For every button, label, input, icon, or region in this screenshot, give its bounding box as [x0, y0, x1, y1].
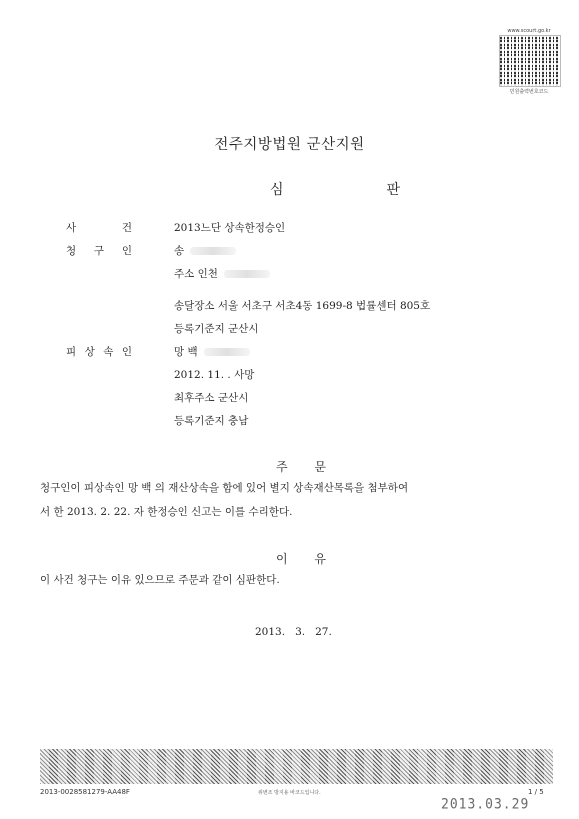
- claimant-address: 주소 인천: [174, 266, 270, 281]
- barcode-notice: 위변조 방지용 바코드입니다.: [258, 790, 321, 796]
- redaction-mark: [224, 270, 270, 278]
- document-title: [270, 179, 400, 199]
- main-order-line: 서 한 2013. 2. 22. 자 한정승인 신고는 이를 수리한다.: [40, 506, 293, 518]
- redaction-mark: [190, 247, 236, 255]
- decedent-registry: 등록기준지 충남: [174, 415, 249, 427]
- qr-code-block: [496, 28, 562, 95]
- main-order-text: [40, 476, 540, 524]
- decision-date: 2013. 3. 27.: [255, 626, 332, 638]
- claimant-registry: 등록기준지 군산시: [174, 323, 259, 335]
- title-char: 심: [270, 182, 284, 198]
- claimant-label: 청 구 인: [66, 245, 132, 257]
- reason-text: 이 사건 청구는 이유 있으므로 주문과 같이 심판한다.: [40, 574, 280, 586]
- main-order-line: 청구인이 피상속인 망 백 의 재산상속을 함에 있어 별지 상속재산목록을 첨부하여: [40, 482, 409, 494]
- main-order-heading: 주 문: [276, 460, 326, 474]
- court-name: 전주지방법원 군산지원: [214, 137, 365, 153]
- claimant-name: 송: [174, 243, 236, 258]
- case-value: 2013느단 상속한정승인: [174, 222, 286, 234]
- decedent-name: 망 백: [174, 344, 250, 359]
- qr-caption: 민원출력번호코드: [509, 89, 549, 95]
- anti-forgery-barcode: [40, 749, 553, 784]
- document-id: 2013-0028581279-AA48F: [40, 788, 130, 796]
- reason-heading: 이 유: [276, 552, 326, 566]
- decedent-death-date: 2012. 11. . 사망: [174, 369, 255, 381]
- decedent-label: 피 상 속 인: [66, 346, 132, 358]
- page-number: 1 / 5: [528, 788, 544, 796]
- claimant-delivery-address: 송달장소 서울 서초구 서초4동 1699-8 법률센터 805호: [174, 300, 431, 312]
- redaction-mark: [204, 348, 250, 356]
- case-label: 사 건: [66, 222, 132, 234]
- qr-code-icon: [499, 35, 561, 87]
- title-char: 판: [386, 182, 400, 198]
- print-date-stamp: 2013.03.29: [441, 796, 530, 813]
- decedent-last-address: 최후주소 군산시: [174, 392, 249, 404]
- qr-url: www.scourt.go.kr: [507, 28, 551, 34]
